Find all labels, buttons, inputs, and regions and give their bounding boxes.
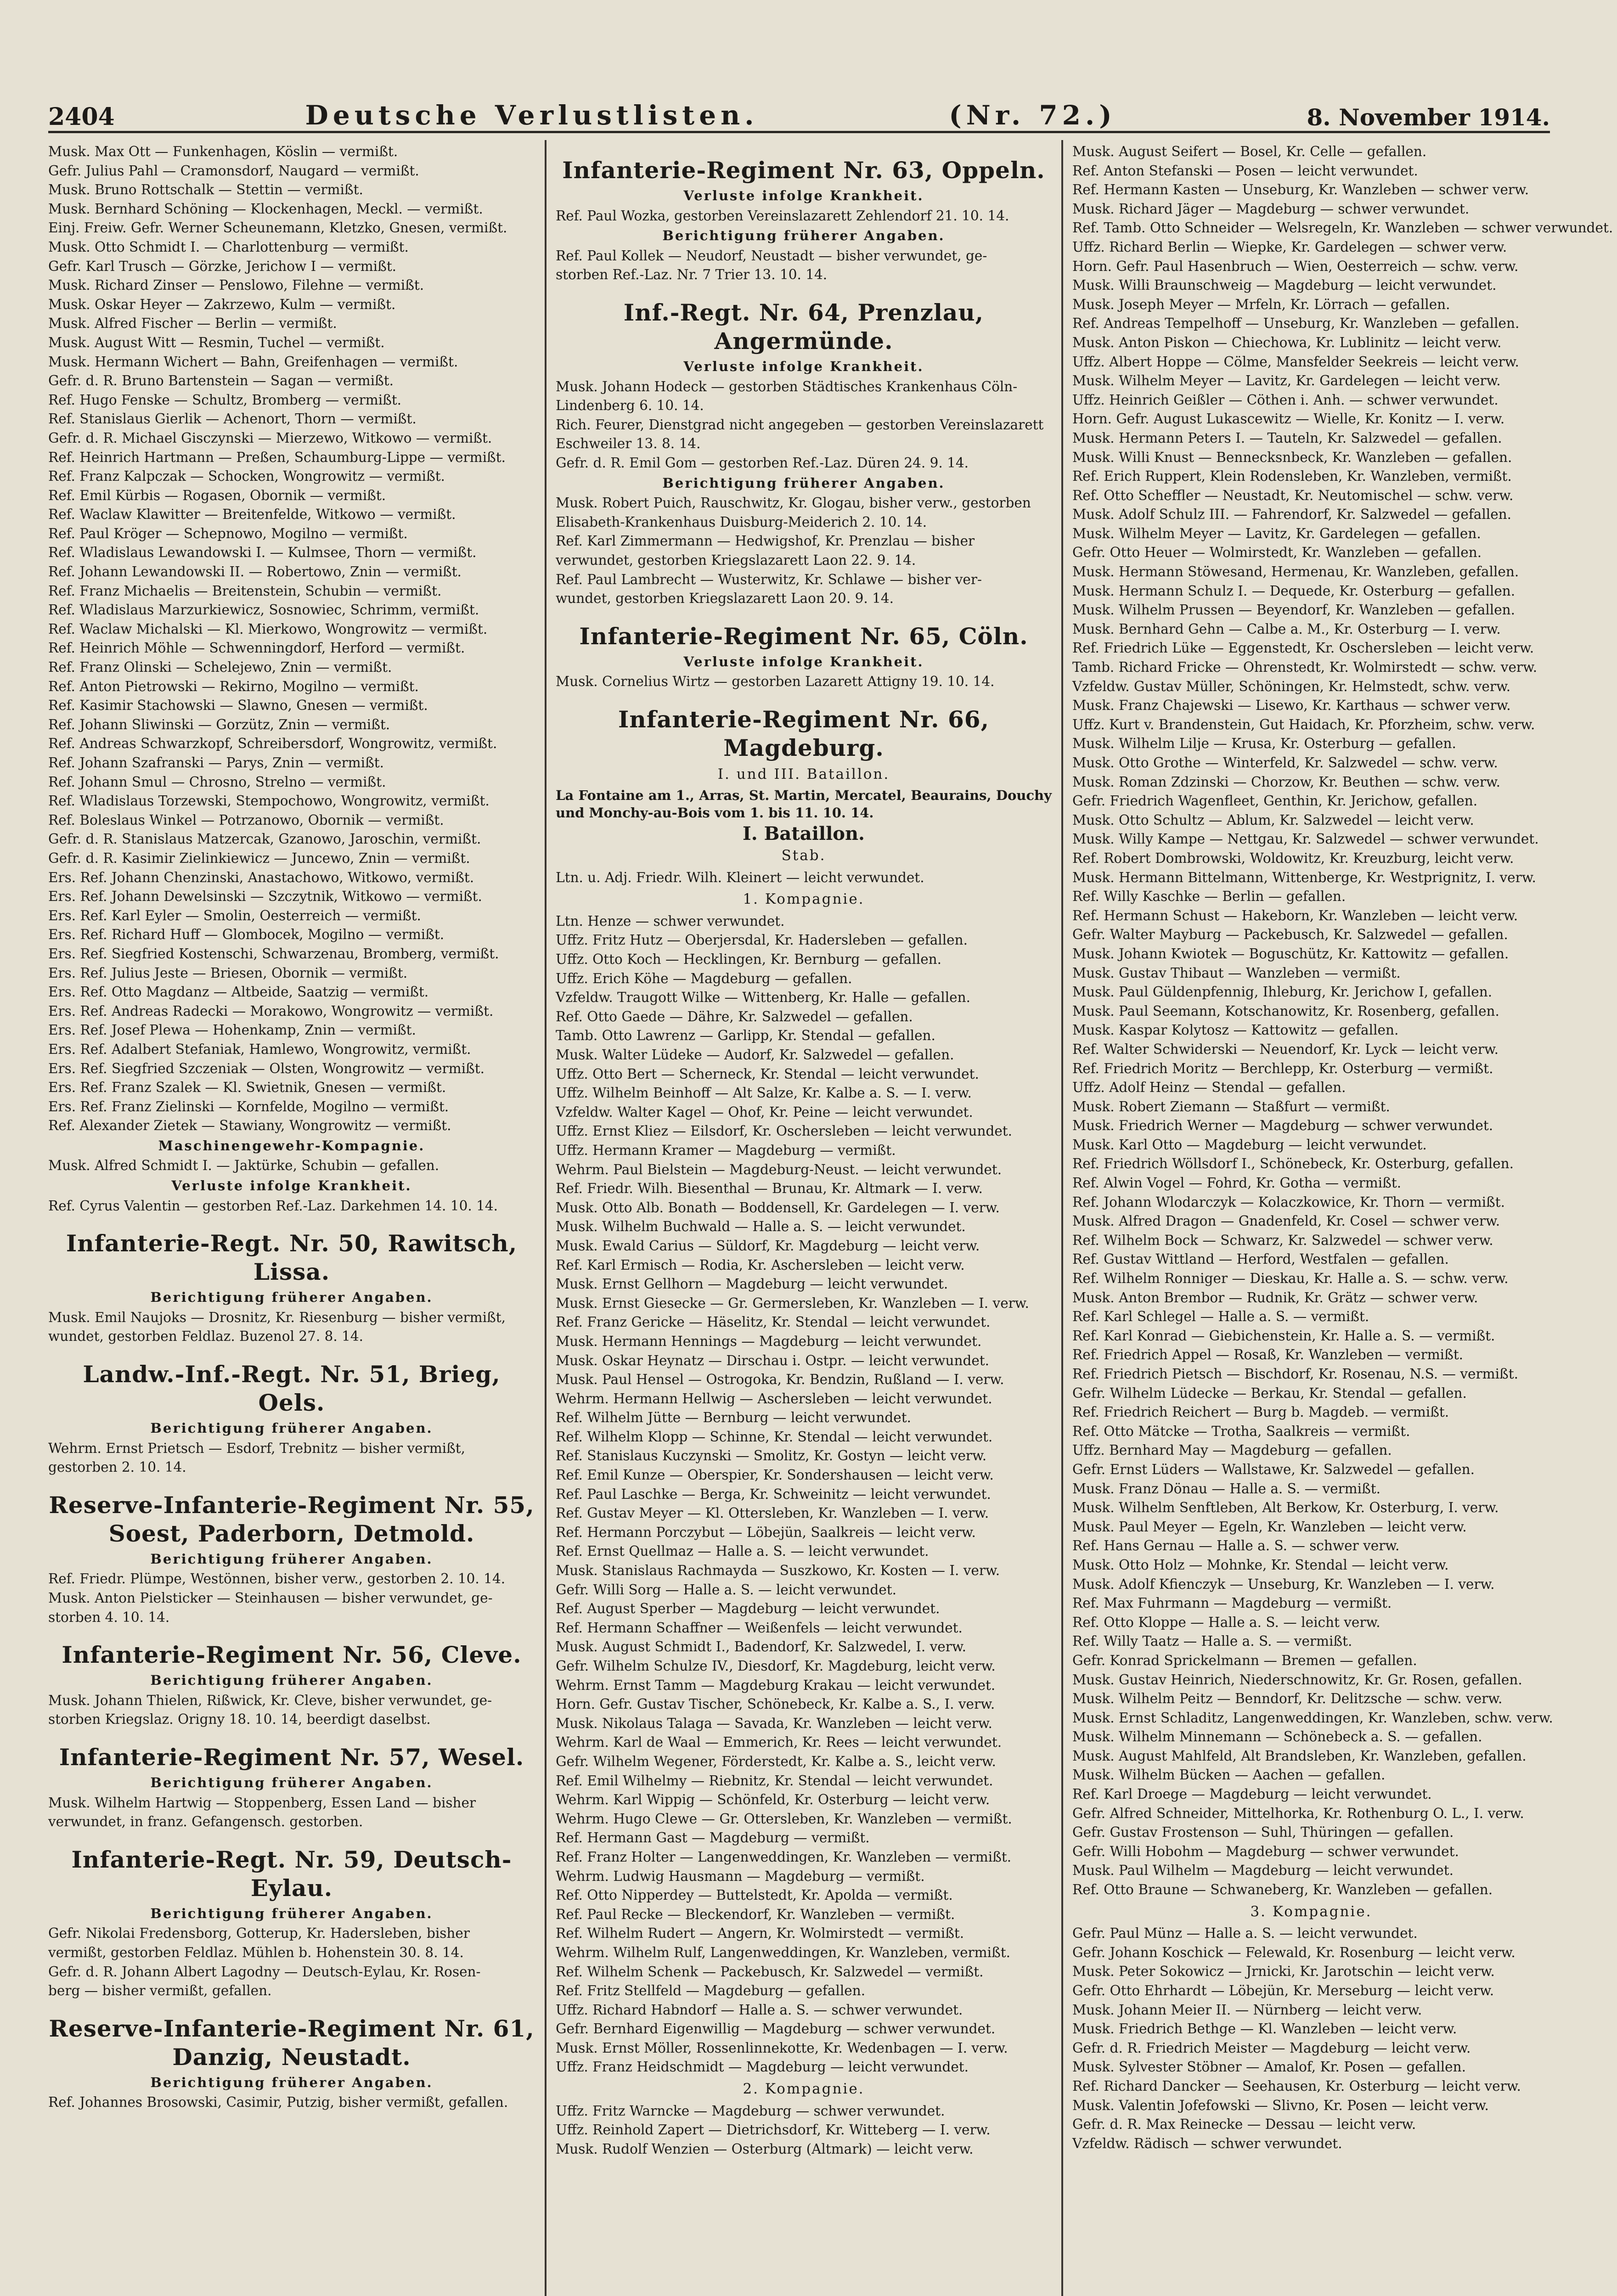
- casualty-entry: Ref. Wilhelm Rudert — Angern, Kr. Wolmirstedt — vermißt.: [556, 1925, 964, 1941]
- casualty-entry: Musk. Otto Holz — Mohnke, Kr. Stendal — leicht verw.: [1072, 1557, 1449, 1573]
- casualty-entry: Musk. Wilhelm Buchwald — Halle a. S. — leicht verwundet.: [556, 1219, 966, 1235]
- casualty-entry: Musk. August Seifert — Bosel, Kr. Celle — gefallen.: [1072, 144, 1427, 159]
- casualty-entry: Musk. Otto Schmidt I. — Charlottenburg — vermißt.: [48, 239, 409, 255]
- casualty-entry: Ref. Hermann Porczybut — Löbejün, Saalkreis — leicht verw.: [556, 1524, 976, 1540]
- casualty-entry: Uffz. Albert Hoppe — Cölme, Mansfelder Seekreis — leicht verw.: [1072, 354, 1519, 370]
- casualty-entry: Ref. Hermann Gast — Magdeburg — vermißt.: [556, 1830, 870, 1846]
- casualty-entry: Ref. Friedrich Reichert — Burg b. Magdeb. — vermißt.: [1072, 1404, 1449, 1420]
- casualty-entry: Ref. Hermann Kasten — Unseburg, Kr. Wanzleben — schwer verw.: [1072, 182, 1529, 198]
- casualty-entry: Gefr. Paul Münz — Halle a. S. — leicht verwundet.: [1072, 1925, 1418, 1941]
- casualty-entry: Ref. Franz Michaelis — Breitenstein, Schubin — vermißt.: [48, 583, 442, 599]
- casualty-entry: Ref. Boleslaus Winkel — Potrzanowo, Obornik — vermißt.: [48, 812, 444, 828]
- casualty-entry: Uffz. Erich Köhe — Magdeburg — gefallen.: [556, 970, 852, 986]
- casualty-entry: Ref. Erich Ruppert, Klein Rodensleben, Kr. Wanzleben, vermißt.: [1072, 468, 1512, 484]
- casualty-entry: Vzfeldw. Traugott Wilke — Wittenberg, Kr. Halle — gefallen.: [556, 990, 970, 1006]
- casualty-entry: Wehrm. Paul Bielstein — Magdeburg-Neust. — leicht verwundet.: [556, 1161, 1002, 1177]
- casualty-entry: Musk. Paul Meyer — Egeln, Kr. Wanzleben — leicht verw.: [1072, 1519, 1467, 1535]
- section-subheading: Berichtigung früherer Angaben.: [150, 1551, 433, 1567]
- casualty-entry: Musk. Friedrich Bethge — Kl. Wanzleben — leicht verw.: [1072, 2021, 1457, 2037]
- casualty-entry: Ers. Ref. Siegfried Szczeniak — Olsten, Wongrowitz — vermißt.: [48, 1060, 485, 1076]
- casualty-entry: Ref. Otto Mätcke — Trotha, Saalkreis — vermißt.: [1072, 1423, 1410, 1439]
- issue-date: 8. November 1914.: [1307, 104, 1550, 131]
- casualty-entry: Musk. Valentin Jofefowski — Slivno, Kr. Posen — leicht verw.: [1072, 2097, 1489, 2113]
- casualty-entry: Musk. Wilhelm Senftleben, Alt Berkow, Kr. Osterburg, I. verw.: [1072, 1500, 1499, 1516]
- casualty-entry: Gefr. d. R. Emil Gom — gestorben Ref.-Laz. Düren 24. 9. 14.: [556, 455, 969, 471]
- section-subheading: Berichtigung früherer Angaben.: [150, 1905, 433, 1921]
- casualty-entry: Musk. Ernst Gellhorn — Magdeburg — leicht verwundet.: [556, 1276, 948, 1292]
- casualty-entry: Vzfeldw. Gustav Müller, Schöningen, Kr. Helmstedt, schw. verw.: [1072, 678, 1511, 694]
- casualty-entry: Ref. Friedr. Wilh. Biesenthal — Brunau, Kr. Altmark — I. verw.: [556, 1181, 983, 1197]
- casualty-entry: Gefr. d. R. Stanislaus Matzercak, Gzanowo, Jaroschin, vermißt.: [48, 831, 481, 847]
- casualty-entry: Musk. Johann Thielen, Rißwick, Kr. Cleve, bisher verwundet, ge-: [48, 1692, 492, 1708]
- casualty-entry: Einj. Freiw. Gefr. Werner Scheunemann, Kletzko, Gnesen, vermißt.: [48, 220, 507, 236]
- casualty-entry: Ref. Karl Schlegel — Halle a. S. — vermißt.: [1072, 1309, 1369, 1325]
- casualty-entry: Ref. Otto Kloppe — Halle a. S. — leicht verw.: [1072, 1614, 1380, 1630]
- casualty-entry: Uffz. Richard Habndorf — Halle a. S. — schwer verwundet.: [556, 2002, 963, 2018]
- section-subheading: Berichtigung früherer Angaben.: [662, 228, 945, 244]
- casualty-entry: Musk. Adolf Kfienczyk — Unseburg, Kr. Wanzleben — I. verw.: [1072, 1576, 1495, 1592]
- casualty-entry: Ref. Paul Laschke — Berga, Kr. Schweinitz — leicht verwundet.: [556, 1486, 991, 1502]
- casualty-entry: Wehrm. Ludwig Hausmann — Magdeburg — vermißt.: [556, 1868, 925, 1884]
- casualty-entry: Horn. Gefr. August Lukascewitz — Wielle, Kr. Konitz — I. verw.: [1072, 411, 1505, 427]
- casualty-entry: Gefr. Nikolai Fredensborg, Gotterup, Kr. Hadersleben, bisher: [48, 1925, 470, 1941]
- casualty-entry: Gefr. Otto Ehrhardt — Löbejün, Kr. Merseburg — leicht verw.: [1072, 1983, 1494, 1998]
- casualty-entry: Ref. Wilhelm Jütte — Bernburg — leicht verwundet.: [556, 1410, 911, 1426]
- casualty-entry: Musk. August Schmidt I., Badendorf, Kr. Salzwedel, I. verw.: [556, 1639, 966, 1655]
- casualty-entry: Ref. Hans Gernau — Halle a. S. — schwer verw.: [1072, 1538, 1400, 1554]
- casualty-entry: Musk. Ernst Giesecke — Gr. Germersleben, Kr. Wanzleben — I. verw.: [556, 1295, 1029, 1311]
- casualty-entry: Ref. Robert Dombrowski, Woldowitz, Kr. Kreuzburg, leicht verw.: [1072, 850, 1514, 866]
- casualty-entry: Ref. Karl Zimmermann — Hedwigshof, Kr. Prenzlau — bisher: [556, 533, 975, 549]
- section-subheading: Berichtigung früherer Angaben.: [150, 2074, 433, 2090]
- casualty-entry: Uffz. Wilhelm Beinhoff — Alt Salze, Kr. Kalbe a. S. — I. verw.: [556, 1085, 972, 1101]
- casualty-entry: Ref. Franz Kalpczak — Schocken, Wongrowitz — vermißt.: [48, 468, 445, 484]
- casualty-entry: Musk. Sylvester Stöbner — Amalof, Kr. Posen — gefallen.: [1072, 2059, 1466, 2075]
- section-heading: Inf.-Regt. Nr. 64, Prenzlau, Angermünde.: [623, 298, 984, 355]
- casualty-entry: Ref. Hugo Fenske — Schultz, Bromberg — vermißt.: [48, 392, 402, 408]
- casualty-entry: Musk. Otto Alb. Bonath — Boddensell, Kr. Gardelegen — I. verw.: [556, 1199, 1000, 1216]
- casualty-entry: Ref. Karl Ermisch — Rodia, Kr. Aschersleben — leicht verw.: [556, 1257, 965, 1273]
- section-heading: Infanterie-Regiment Nr. 65, Cöln.: [579, 622, 1028, 650]
- page-number: 2404: [48, 103, 115, 131]
- casualty-entry: Ref. Stanislaus Kuczynski — Smolitz, Kr. Gostyn — leicht verw.: [556, 1448, 987, 1464]
- casualty-entry: Uffz. Richard Berlin — Wiepke, Kr. Gardelegen — schwer verw.: [1072, 239, 1507, 255]
- casualty-entry: Musk. Hermann Bittelmann, Wittenberge, Kr. Westprignitz, I. verw.: [1072, 869, 1536, 885]
- casualty-entry: Lindenberg 6. 10. 14.: [556, 398, 704, 414]
- casualty-entry: Gefr. Willi Hobohm — Magdeburg — schwer verwundet.: [1072, 1843, 1459, 1859]
- casualty-entry: Ref. Johann Lewandowski II. — Robertowo, Znin — vermißt.: [48, 564, 462, 580]
- casualty-entry: Musk. Paul Seemann, Kotschanowitz, Kr. Rosenberg, gefallen.: [1072, 1003, 1499, 1019]
- casualty-entry: Musk. Paul Güldenpfennig, Ihleburg, Kr. Jerichow I, gefallen.: [1072, 984, 1493, 1000]
- casualty-entry: Ref. Max Fuhrmann — Magdeburg — vermißt.: [1072, 1595, 1392, 1611]
- casualty-entry: Gefr. Wilhelm Wegener, Förderstedt, Kr. Kalbe a. S., leicht verw.: [556, 1753, 996, 1769]
- section-subheading: Berichtigung früherer Angaben.: [150, 1774, 433, 1790]
- casualty-entry: Ref. Emil Kunze — Oberspier, Kr. Sondershausen — leicht verw.: [556, 1467, 994, 1483]
- casualty-entry: Ref. Anton Pietrowski — Rekirno, Mogilno — vermißt.: [48, 678, 419, 694]
- casualty-entry: Musk. Wilhelm Meyer — Lavitz, Kr. Gardelegen — gefallen.: [1072, 525, 1481, 541]
- column-divider: [545, 140, 547, 2296]
- section-heading: Infanterie-Regiment Nr. 57, Wesel.: [59, 1743, 524, 1771]
- column-1: [48, 142, 535, 2296]
- casualty-entry: Musk. Franz Chajewski — Lisewo, Kr. Karthaus — schwer verw.: [1072, 698, 1511, 714]
- casualty-entry: Musk. Max Ott — Funkenhagen, Köslin — vermißt.: [48, 144, 398, 159]
- casualty-entry: Ref. Friedrich Wöllsdorf I., Schönebeck, Kr. Osterburg, gefallen.: [1072, 1156, 1514, 1172]
- casualty-entry: Ers. Ref. Franz Zielinski — Kornfelde, Mogilno — vermißt.: [48, 1098, 449, 1114]
- casualty-entry: Gefr. Gustav Frostenson — Suhl, Thüringen — gefallen.: [1072, 1824, 1454, 1840]
- casualty-entry: Ref. Franz Olinski — Schelejewo, Znin — vermißt.: [48, 659, 392, 675]
- casualty-entry: Gefr. Karl Trusch — Görzke, Jerichow I — vermißt.: [48, 258, 397, 274]
- casualty-entry: Ref. Otto Gaede — Dähre, Kr. Salzwedel — gefallen.: [556, 1008, 913, 1024]
- casualty-entry: Ref. Johannes Brosowski, Casimir, Putzig, bisher vermißt, gefallen.: [48, 2094, 508, 2110]
- casualty-entry: storben Kriegslaz. Origny 18. 10. 14, beerdigt daselbst.: [48, 1711, 431, 1728]
- casualty-entry: Gefr. Wilhelm Lüdecke — Berkau, Kr. Stendal — gefallen.: [1072, 1385, 1467, 1401]
- casualty-entry: Ers. Ref. Adalbert Stefaniak, Hamlewo, Wongrowitz, vermißt.: [48, 1041, 471, 1057]
- casualty-entry: Ref. Andreas Schwarzkopf, Schreibersdorf, Wongrowitz, vermißt.: [48, 736, 497, 752]
- casualty-entry: Musk. Richard Jäger — Magdeburg — schwer verwundet.: [1072, 201, 1470, 217]
- casualty-entry: Gefr. Alfred Schneider, Mittelhorka, Kr. Rothenburg O. L., I. verw.: [1072, 1805, 1524, 1821]
- casualty-entry: Musk. Oskar Heynatz — Dirschau i. Ostpr. — leicht verwundet.: [556, 1352, 990, 1368]
- casualty-entry: Ref. Walter Schwiderski — Neuendorf, Kr. Lyck — leicht verw.: [1072, 1041, 1499, 1057]
- casualty-entry: Ref. Wilhelm Klopp — Schinne, Kr. Stendal — leicht verwundet.: [556, 1429, 993, 1445]
- casualty-entry: Musk. Paul Hensel — Ostrogoka, Kr. Bendzin, Rußland — I. verw.: [556, 1372, 1004, 1388]
- section-heading: Reserve-Infanterie-Regiment Nr. 55, Soest, Paderborn, Detmold.: [49, 1491, 535, 1547]
- casualty-entry: Musk. Wilhelm Hartwig — Stoppenberg, Essen Land — bisher: [48, 1795, 476, 1811]
- casualty-entry: Ers. Ref. Richard Huff — Glombocek, Mogilno — vermißt.: [48, 927, 445, 943]
- casualty-entry: Uffz. Otto Bert — Scherneck, Kr. Stendal — leicht verwundet.: [556, 1066, 979, 1082]
- casualty-entry: Ref. Gustav Wittland — Herford, Westfalen — gefallen.: [1072, 1251, 1449, 1267]
- casualty-entry: Musk. Wilhelm Peitz — Benndorf, Kr. Delitzsche — schw. verw.: [1072, 1691, 1503, 1707]
- casualty-entry: Ref. Otto Nipperdey — Buttelstedt, Kr. Apolda — vermißt.: [556, 1887, 953, 1903]
- casualty-entry: Musk. Wilhelm Minnemann — Schönebeck a. S. — gefallen.: [1072, 1729, 1482, 1745]
- casualty-entry: Ref. Heinrich Hartmann — Preßen, Schaumburg-Lippe — vermißt.: [48, 449, 506, 465]
- casualty-entry: Ref. Anton Stefanski — Posen — leicht verwundet.: [1072, 163, 1418, 179]
- casualty-entry: Gefr. d. R. Johann Albert Lagodny — Deutsch-Eylau, Kr. Rosen-: [48, 1964, 481, 1980]
- casualty-entry: Musk. Richard Zinser — Penslowo, Filehne — vermißt.: [48, 277, 424, 293]
- casualty-entry: Gefr. d. R. Bruno Bartenstein — Sagan — vermißt.: [48, 373, 394, 389]
- casualty-entry: Ref. Ernst Quellmaz — Halle a. S. — leicht verwundet.: [556, 1543, 929, 1559]
- casualty-entry: Musk. Hermann Wichert — Bahn, Greifenhagen — vermißt.: [48, 354, 458, 370]
- casualty-entry: Tamb. Otto Lawrenz — Garlipp, Kr. Stendal — gefallen.: [556, 1028, 935, 1044]
- casualty-entry: Musk. Ewald Carius — Süldorf, Kr. Magdeburg — leicht verw.: [556, 1238, 980, 1254]
- casualty-entry: Uffz. Adolf Heinz — Stendal — gefallen.: [1072, 1080, 1346, 1096]
- masthead-title: Deutsche Verlustlisten.: [305, 100, 759, 131]
- casualty-entry: Uffz. Bernhard May — Magdeburg — gefallen.: [1072, 1442, 1392, 1458]
- casualty-entry: Uffz. Franz Heidschmidt — Magdeburg — leicht verwundet.: [556, 2059, 969, 2075]
- casualty-entry: Ref. Wladislaus Marzurkiewicz, Sosnowiec, Schrimm, vermißt.: [48, 602, 479, 618]
- casualty-entry: Musk. Cornelius Wirtz — gestorben Lazarett Attigny 19. 10. 14.: [556, 674, 995, 690]
- column-3: [1072, 142, 1613, 2296]
- casualty-entry: Ref. Karl Konrad — Giebichenstein, Kr. Halle a. S. — vermißt.: [1072, 1328, 1495, 1344]
- casualty-entry: Wehrm. Wilhelm Rulf, Langenweddingen, Kr. Wanzleben, vermißt.: [556, 1944, 1011, 1960]
- issue-number: (Nr. 72.): [949, 100, 1116, 131]
- casualty-entry: Ers. Ref. Andreas Radecki — Morakowo, Wongrowitz — vermißt.: [48, 1003, 494, 1019]
- casualty-entry: Ref. Hermann Schaffner — Weißenfels — leicht verwundet.: [556, 1620, 963, 1636]
- casualty-entry: gestorben 2. 10. 14.: [48, 1459, 186, 1475]
- section-subheading: Maschinengewehr-Kompagnie.: [158, 1137, 425, 1154]
- casualty-entry: Ref. Waclaw Klawitter — Breitenfelde, Witkowo — vermißt.: [48, 506, 456, 523]
- casualty-entry: Gefr. Otto Heuer — Wolmirstedt, Kr. Wanzleben — gefallen.: [1072, 545, 1482, 561]
- casualty-entry: Ref. Willy Taatz — Halle a. S. — vermißt.: [1072, 1633, 1352, 1649]
- unit-subheading: 2. Kompagnie.: [743, 2081, 865, 2098]
- casualty-entry: Horn. Gefr. Gustav Tischer, Schönebeck, Kr. Kalbe a. S., I. verw.: [556, 1696, 995, 1712]
- casualty-entry: Ref. Johann Sliwinski — Gorzütz, Znin — vermißt.: [48, 716, 390, 732]
- casualty-entry: Musk. Alfred Dragon — Gnadenfeld, Kr. Cosel — schwer verw.: [1072, 1213, 1500, 1229]
- casualty-entry: Ref. Fritz Stellfeld — Magdeburg — gefallen.: [556, 1983, 866, 1999]
- casualty-entry: Ref. Johann Szafranski — Parys, Znin — vermißt.: [48, 755, 384, 771]
- casualty-entry: Musk. Oskar Heyer — Zakrzewo, Kulm — vermißt.: [48, 296, 396, 312]
- casualty-entry: Wehrm. Hermann Hellwig — Aschersleben — leicht verwundet.: [556, 1390, 992, 1407]
- section-heading: Infanterie-Regt. Nr. 50, Rawitsch, Lissa.: [66, 1230, 518, 1286]
- casualty-entry: vermißt, gestorben Feldlaz. Mühlen b. Hohenstein 30. 8. 14.: [48, 1944, 464, 1960]
- casualty-entry: Gefr. Johann Koschick — Felewald, Kr. Rosenburg — leicht verw.: [1072, 1944, 1516, 1960]
- battalion-heading: I. Bataillon.: [743, 823, 865, 845]
- section-subheading: Verluste infolge Krankheit.: [683, 188, 924, 203]
- casualty-entry: Elisabeth-Krankenhaus Duisburg-Meiderich 2. 10. 14.: [556, 514, 927, 530]
- casualty-entry: Ref. Friedrich Moritz — Berchlepp, Kr. Osterburg — vermißt.: [1072, 1060, 1493, 1076]
- section-subheading: Verluste infolge Krankheit.: [171, 1178, 412, 1194]
- casualty-entry: Musk. Hermann Hennings — Magdeburg — leicht verwundet.: [556, 1333, 982, 1349]
- casualty-entry: Ref. Wilhelm Ronniger — Dieskau, Kr. Halle a. S. — schw. verw.: [1072, 1271, 1509, 1287]
- casualty-entry: Gefr. Friedrich Wagenfleet, Genthin, Kr. Jerichow, gefallen.: [1072, 793, 1478, 809]
- casualty-entry: Musk. Anton Piskon — Chiechowa, Kr. Lublinitz — leicht verw.: [1072, 334, 1502, 350]
- column-divider: [1061, 140, 1063, 2296]
- section-heading: Infanterie-Regiment Nr. 66, Magdeburg.: [618, 705, 989, 761]
- casualty-entry: Gefr. Wilhelm Schulze IV., Diesdorf, Kr. Magdeburg, leicht verw.: [556, 1658, 996, 1674]
- casualty-entry: Ref. Otto Braune — Schwaneberg, Kr. Wanzleben — gefallen.: [1072, 1882, 1493, 1898]
- casualty-entry: Uffz. Fritz Warncke — Magdeburg — schwer verwundet.: [556, 2103, 945, 2119]
- casualty-entry: Musk. August Mahlfeld, Alt Brandsleben, Kr. Wanzleben, gefallen.: [1072, 1748, 1527, 1764]
- casualty-entry: Musk. Hermann Peters I. — Tauteln, Kr. Salzwedel — gefallen.: [1072, 430, 1502, 446]
- casualty-entry: Gefr. Bernhard Eigenwillig — Magdeburg — schwer verwundet.: [556, 2021, 996, 2037]
- casualty-entry: Uffz. Fritz Hutz — Oberjersdal, Kr. Hadersleben — gefallen.: [556, 932, 968, 948]
- battle-locations: La Fontaine am 1., Arras, St. Martin, Mercatel, Beaurains, Douchy und Monchy-au-Bois vom 1. bis 11. 10. 14.: [556, 788, 1052, 821]
- casualty-entry: Ref. Emil Kürbis — Rogasen, Obornik — vermißt.: [48, 487, 386, 503]
- casualty-entry: Ers. Ref. Siegfried Kostenschi, Schwarzenau, Bromberg, vermißt.: [48, 945, 499, 962]
- casualty-entry: Uffz. Hermann Kramer — Magdeburg — vermißt.: [556, 1142, 896, 1158]
- casualty-entry: Ref. Friedrich Lüke — Eggenstedt, Kr. Oschersleben — leicht verw.: [1072, 640, 1534, 656]
- section-subheading: Berichtigung früherer Angaben.: [150, 1420, 433, 1436]
- casualty-entry: Ref. Friedr. Plümpe, Westönnen, bisher verw., gestorben 2. 10. 14.: [48, 1571, 506, 1587]
- casualty-entry: Musk. Anton Pielsticker — Steinhausen — bisher verwundet, ge-: [48, 1590, 493, 1606]
- casualty-entry: Ref. Stanislaus Gierlik — Achenort, Thorn — vermißt.: [48, 411, 417, 427]
- unit-subheading: Stab.: [781, 847, 826, 864]
- section-heading: Infanterie-Regt. Nr. 59, Deutsch-Eylau.: [71, 1846, 512, 1902]
- casualty-entry: Musk. Wilhelm Prussen — Beyendorf, Kr. Wanzleben — gefallen.: [1072, 602, 1516, 618]
- casualty-entry: Uffz. Ernst Kliez — Eilsdorf, Kr. Oschersleben — leicht verwundet.: [556, 1123, 1013, 1139]
- casualty-entry: verwundet, gestorben Kriegslazarett Laon 22. 9. 14.: [556, 552, 916, 568]
- casualty-entry: Ref. Richard Dancker — Seehausen, Kr. Osterburg — leicht verw.: [1072, 2078, 1521, 2094]
- casualty-entry: Ref. Cyrus Valentin — gestorben Ref.-Laz. Darkehmen 14. 10. 14.: [48, 1198, 498, 1214]
- casualty-entry: Vzfeldw. Rädisch — schwer verwundet.: [1072, 2135, 1342, 2151]
- casualty-entry: Vzfeldw. Walter Kagel — Ohof, Kr. Peine — leicht verwundet.: [556, 1104, 973, 1120]
- casualty-entry: storben 4. 10. 14.: [48, 1609, 170, 1625]
- section-heading: Reserve-Infanterie-Regiment Nr. 61, Danzig, Neustadt.: [49, 2015, 535, 2071]
- casualty-entry: Musk. Joseph Meyer — Mrfeln, Kr. Lörrach — gefallen.: [1072, 296, 1450, 312]
- casualty-entry: Musk. Bernhard Gehn — Calbe a. M., Kr. Osterburg — I. verw.: [1072, 621, 1501, 637]
- casualty-entry: Musk. Franz Dönau — Halle a. S. — vermißt.: [1072, 1480, 1381, 1497]
- casualty-entry: Musk. Ernst Möller, Rossenlinnekotte, Kr. Wedenbagen — I. verw.: [556, 2040, 1008, 2056]
- casualty-entry: wundet, gestorben Feldlaz. Buzenol 27. 8. 14.: [48, 1328, 364, 1345]
- section-heading: Infanterie-Regiment Nr. 56, Cleve.: [62, 1641, 522, 1669]
- casualty-entry: Ers. Ref. Otto Magdanz — Altbeide, Saatzig — vermißt.: [48, 984, 429, 1000]
- casualty-entry: Gefr. d. R. Friedrich Meister — Magdeburg — leicht verw.: [1072, 2040, 1471, 2056]
- casualty-entry: Gefr. Konrad Sprickelmann — Bremen — gefallen.: [1072, 1652, 1417, 1668]
- casualty-entry: Musk. Robert Puich, Rauschwitz, Kr. Glogau, bisher verw., gestorben: [556, 495, 1031, 511]
- unit-subheading: 3. Kompagnie.: [1250, 1903, 1372, 1920]
- casualty-entry: Ref. Paul Lambrecht — Wusterwitz, Kr. Schlawe — bisher ver-: [556, 571, 982, 587]
- casualty-entry: Musk. Stanislaus Rachmayda — Suszkowo, Kr. Kosten — I. verw.: [556, 1563, 1000, 1579]
- casualty-entry: Ref. Hermann Schust — Hakeborn, Kr. Wanzleben — leicht verw.: [1072, 907, 1518, 923]
- casualty-entry: Ref. Paul Kröger — Schepnowo, Mogilno — vermißt.: [48, 525, 408, 541]
- casualty-entry: Musk. Bernhard Schöning — Klockenhagen, Meckl. — vermißt.: [48, 201, 483, 217]
- casualty-entry: Ref. Gustav Meyer — Kl. Ottersleben, Kr. Wanzleben — I. verw.: [556, 1505, 989, 1521]
- casualty-entry: Ltn. Henze — schwer verwundet.: [556, 913, 785, 929]
- casualty-entry: Ref. Andreas Tempelhoff — Unseburg, Kr. Wanzleben — gefallen.: [1072, 315, 1520, 332]
- casualty-entry: Ref. Waclaw Michalski — Kl. Mierkowo, Wongrowitz — vermißt.: [48, 621, 488, 637]
- casualty-entry: Ref. August Sperber — Magdeburg — leicht verwundet.: [556, 1601, 940, 1617]
- casualty-entry: Ref. Friedrich Appel — Rosaß, Kr. Wanzleben — vermißt.: [1072, 1347, 1464, 1363]
- casualty-entry: Ers. Ref. Josef Plewa — Hohenkamp, Znin — vermißt.: [48, 1022, 416, 1038]
- casualty-entry: Wehrm. Ernst Tamm — Magdeburg Krakau — leicht verwundet.: [556, 1677, 996, 1693]
- casualty-entry: Musk. Ernst Schladitz, Langenweddingen, Kr. Wanzleben, schw. verw.: [1072, 1710, 1553, 1726]
- casualty-entry: Ers. Ref. Julius Jeste — Briesen, Obornik — vermißt.: [48, 965, 408, 981]
- casualty-entry: berg — bisher vermißt, gefallen.: [48, 1983, 272, 1999]
- casualty-entry: Musk. Paul Wilhelm — Magdeburg — leicht verwundet.: [1072, 1863, 1454, 1879]
- section-heading: Landw.-Inf.-Regt. Nr. 51, Brieg, Oels.: [83, 1361, 501, 1417]
- casualty-entry: Rich. Feurer, Dienstgrad nicht angegeben — gestorben Vereinslazarett: [556, 416, 1044, 433]
- casualty-entry: Ref. Wladislaus Torzewski, Stempochowo, Wongrowitz, vermißt.: [48, 793, 490, 809]
- casualty-entry: Ref. Wladislaus Lewandowski I. — Kulmsee, Thorn — vermißt.: [48, 545, 477, 561]
- casualty-entry: Tamb. Richard Fricke — Ohrenstedt, Kr. Wolmirstedt — schw. verw.: [1072, 659, 1538, 675]
- casualty-entry: Ref. Alexander Zietek — Stawiany, Wongrowitz — vermißt.: [48, 1118, 451, 1134]
- casualty-entry: Musk. Adolf Schulz III. — Fahrendorf, Kr. Salzwedel — gefallen.: [1072, 506, 1512, 523]
- casualty-entry: Ref. Wilhelm Bock — Schwarz, Kr. Salzwedel — schwer verw.: [1072, 1232, 1493, 1248]
- casualty-entry: Musk. Otto Schultz — Ablum, Kr. Salzwedel — leicht verw.: [1072, 812, 1474, 828]
- casualty-entry: Musk. Karl Otto — Magdeburg — leicht verwundet.: [1072, 1137, 1427, 1153]
- casualty-entry: Wehrm. Hugo Clewe — Gr. Ottersleben, Kr. Wanzleben — vermißt.: [556, 1811, 1012, 1827]
- casualty-entry: Ref. Paul Recke — Bleckendorf, Kr. Wanzleben — vermißt.: [556, 1906, 955, 1922]
- casualty-entry: Musk. Alfred Fischer — Berlin — vermißt.: [48, 315, 337, 332]
- casualty-entry: Musk. Gustav Thibaut — Wanzleben — vermißt.: [1072, 965, 1401, 981]
- section-heading: Infanterie-Regiment Nr. 63, Oppeln.: [562, 157, 1045, 184]
- casualty-entry: Gefr. d. R. Michael Gisczynski — Mierzewo, Witkowo — vermißt.: [48, 430, 492, 446]
- casualty-entry: Musk. Willy Kampe — Nettgau, Kr. Salzwedel — schwer verwundet.: [1072, 831, 1539, 847]
- casualty-entry: Musk. Anton Brembor — Rudnik, Kr. Grätz — schwer verw.: [1072, 1289, 1478, 1306]
- casualty-entry: Musk. Walter Lüdeke — Audorf, Kr. Salzwedel — gefallen.: [556, 1047, 954, 1063]
- casualty-entry: Musk. Friedrich Werner — Magdeburg — schwer verwundet.: [1072, 1118, 1493, 1134]
- casualty-entry: Ltn. u. Adj. Friedr. Wilh. Kleinert — leicht verwundet.: [556, 869, 924, 885]
- casualty-entry: Ref. Paul Wozka, gestorben Vereinslazarett Zehlendorf 21. 10. 14.: [556, 208, 1009, 224]
- casualty-entry: Musk. Bruno Rottschalk — Stettin — vermißt.: [48, 182, 363, 198]
- casualty-entry: Ref. Friedrich Pietsch — Bischdorf, Kr. Rosenau, N.S. — vermißt.: [1072, 1366, 1518, 1382]
- casualty-entry: Wehrm. Karl Wippig — Schönfeld, Kr. Osterburg — leicht verw.: [556, 1792, 990, 1808]
- casualty-entry: Ers. Ref. Johann Chenzinski, Anastachowo, Witkowo, vermißt.: [48, 869, 474, 885]
- casualty-entry: Ref. Otto Scheffler — Neustadt, Kr. Neutomischel — schw. verw.: [1072, 487, 1514, 503]
- casualty-entry: Musk. August Witt — Resmin, Tuchel — vermißt.: [48, 334, 385, 350]
- casualty-entry: Ers. Ref. Karl Eyler — Smolin, Oesterreich — vermißt.: [48, 907, 421, 923]
- casualty-entry: verwundet, in franz. Gefangensch. gestorben.: [48, 1814, 363, 1830]
- casualty-entry: Musk. Roman Zdzinski — Chorzow, Kr. Beuthen — schw. verw.: [1072, 774, 1501, 790]
- casualty-entry: Musk. Robert Ziemann — Staßfurt — vermißt.: [1072, 1098, 1390, 1114]
- casualty-entry: Ers. Ref. Johann Dewelsinski — Szczytnik, Witkowo — vermißt.: [48, 889, 482, 905]
- casualty-entry: Uffz. Heinrich Geißler — Cöthen i. Anh. — schwer verwundet.: [1072, 392, 1499, 408]
- casualty-entry: Ref. Tamb. Otto Schneider — Welsregeln, Kr. Wanzleben — schwer verwundet.: [1072, 220, 1613, 236]
- casualty-entry: Musk. Willi Knust — Bennecksnbeck, Kr. Wanzleben — gefallen.: [1072, 449, 1512, 465]
- casualty-entry: Musk. Wilhelm Lilje — Krusa, Kr. Osterburg — gefallen.: [1072, 736, 1456, 752]
- casualty-entry: Musk. Hermann Schulz I. — Dequede, Kr. Osterburg — gefallen.: [1072, 583, 1516, 599]
- casualty-entry: Uffz. Otto Koch — Hecklingen, Kr. Bernburg — gefallen.: [556, 951, 942, 968]
- casualty-entry: Musk. Gustav Heinrich, Niederschnowitz, Kr. Gr. Rosen, gefallen.: [1072, 1671, 1522, 1688]
- casualty-entry: Ref. Wilhelm Schenk — Packebusch, Kr. Salzwedel — vermißt.: [556, 1964, 984, 1980]
- column-2: [556, 142, 1052, 2296]
- casualty-entry: Uffz. Reinhold Zapert — Dietrichsdorf, Kr. Witteberg — I. verw.: [556, 2122, 991, 2138]
- casualty-entry: Horn. Gefr. Paul Hasenbruch — Wien, Oesterreich — schw. verw.: [1072, 258, 1519, 274]
- page-header: [48, 80, 1550, 133]
- casualty-entry: Eschweiler 13. 8. 14.: [556, 436, 701, 452]
- casualty-entry: Musk. Rudolf Wenzien — Osterburg (Altmark) — leicht verw.: [556, 2141, 974, 2157]
- casualty-entry: Musk. Alfred Schmidt I. — Jaktürke, Schubin — gefallen.: [48, 1158, 439, 1174]
- section-subheading: Berichtigung früherer Angaben.: [150, 1672, 433, 1688]
- section-subheading: Verluste infolge Krankheit.: [683, 653, 924, 670]
- casualty-entry: Musk. Wilhelm Bücken — Aachen — gefallen.: [1072, 1767, 1386, 1783]
- casualty-entry: Musk. Nikolaus Talaga — Savada, Kr. Wanzleben — leicht verw.: [556, 1715, 992, 1731]
- casualty-entry: Ref. Emil Wilhelmy — Riebnitz, Kr. Stendal — leicht verwundet.: [556, 1773, 993, 1789]
- section-subheading: Berichtigung früherer Angaben.: [150, 1289, 433, 1306]
- casualty-entry: Musk. Kaspar Kolytosz — Kattowitz — gefallen.: [1072, 1022, 1399, 1038]
- casualty-entry: Musk. Otto Grothe — Winterfeld, Kr. Salzwedel — schw. verw.: [1072, 755, 1498, 771]
- casualty-entry: Ref. Karl Droege — Magdeburg — leicht verwundet.: [1072, 1786, 1432, 1802]
- casualty-entry: Ref. Johann Wlodarczyk — Kolaczkowice, Kr. Thorn — vermißt.: [1072, 1194, 1505, 1210]
- casualty-entry: Gefr. d. R. Max Reinecke — Dessau — leicht verw.: [1072, 2116, 1416, 2133]
- casualty-entry: storben Ref.-Laz. Nr. 7 Trier 13. 10. 14.: [556, 267, 828, 283]
- casualty-entry: Musk. Johann Meier II. — Nürnberg — leicht verw.: [1072, 2002, 1422, 2018]
- casualty-entry: Ers. Ref. Franz Szalek — Kl. Swietnik, Gnesen — vermißt.: [48, 1080, 446, 1096]
- casualty-entry: Musk. Johann Kwiotek — Boguschütz, Kr. Kattowitz — gefallen.: [1072, 945, 1509, 962]
- section-subheading: Verluste infolge Krankheit.: [683, 358, 924, 374]
- unit-subheading: I. und III. Bataillon.: [717, 765, 890, 782]
- casualty-entry: Gefr. d. R. Kasimir Zielinkiewicz — Juncewo, Znin — vermißt.: [48, 850, 470, 866]
- casualty-entry: Musk. Hermann Stöwesand, Hermenau, Kr. Wanzleben, gefallen.: [1072, 564, 1519, 580]
- casualty-entry: Ref. Paul Kollek — Neudorf, Neustadt — bisher verwundet, ge-: [556, 248, 987, 264]
- casualty-entry: Musk. Wilhelm Meyer — Lavitz, Kr. Gardelegen — leicht verw.: [1072, 373, 1501, 389]
- section-subheading: Berichtigung früherer Angaben.: [662, 475, 945, 491]
- casualty-entry: Ref. Franz Gericke — Häselitz, Kr. Stendal — leicht verwundet.: [556, 1314, 991, 1330]
- unit-subheading: 1. Kompagnie.: [743, 891, 865, 908]
- casualty-entry: Ref. Franz Holter — Langenweddingen, Kr. Wanzleben — vermißt.: [556, 1849, 1012, 1865]
- casualty-entry: Gefr. Walter Mayburg — Packebusch, Kr. Salzwedel — gefallen.: [1072, 927, 1508, 943]
- casualty-entry: Gefr. Willi Sorg — Halle a. S. — leicht verwundet.: [556, 1581, 896, 1598]
- casualty-entry: wundet, gestorben Kriegslazarett Laon 20. 9. 14.: [556, 591, 894, 607]
- casualty-entry: Musk. Emil Naujoks — Drosnitz, Kr. Riesenburg — bisher vermißt,: [48, 1309, 506, 1325]
- casualty-entry: Ref. Johann Smul — Chrosno, Strelno — vermißt.: [48, 774, 386, 790]
- casualty-entry: Musk. Peter Sokowicz — Jrnicki, Kr. Jarotschin — leicht verw.: [1072, 1964, 1495, 1980]
- casualty-entry: Ref. Kasimir Stachowski — Slawno, Gnesen — vermißt.: [48, 698, 428, 714]
- casualty-entry: Ref. Heinrich Möhle — Schwenningdorf, Herford — vermißt.: [48, 640, 465, 656]
- casualty-entry: Gefr. Julius Pahl — Cramonsdorf, Naugard — vermißt.: [48, 163, 419, 179]
- casualty-entry: Musk. Johann Hodeck — gestorben Städtisches Krankenhaus Cöln-: [556, 378, 1018, 394]
- casualty-entry: Uffz. Kurt v. Brandenstein, Gut Haidach, Kr. Pforzheim, schw. verw.: [1072, 716, 1535, 732]
- casualty-entry: Ref. Alwin Vogel — Fohrd, Kr. Gotha — vermißt.: [1072, 1175, 1402, 1191]
- casualty-entry: Wehrm. Karl de Waal — Emmerich, Kr. Rees — leicht verwundet.: [556, 1734, 1002, 1750]
- casualty-entry: Gefr. Ernst Lüders — Wallstawe, Kr. Salzwedel — gefallen.: [1072, 1461, 1475, 1477]
- casualty-entry: Wehrm. Ernst Prietsch — Esdorf, Trebnitz — bisher vermißt,: [48, 1440, 466, 1456]
- casualty-entry: Musk. Willi Braunschweig — Magdeburg — leicht verwundet.: [1072, 277, 1497, 293]
- casualty-entry: Ref. Willy Kaschke — Berlin — gefallen.: [1072, 889, 1346, 905]
